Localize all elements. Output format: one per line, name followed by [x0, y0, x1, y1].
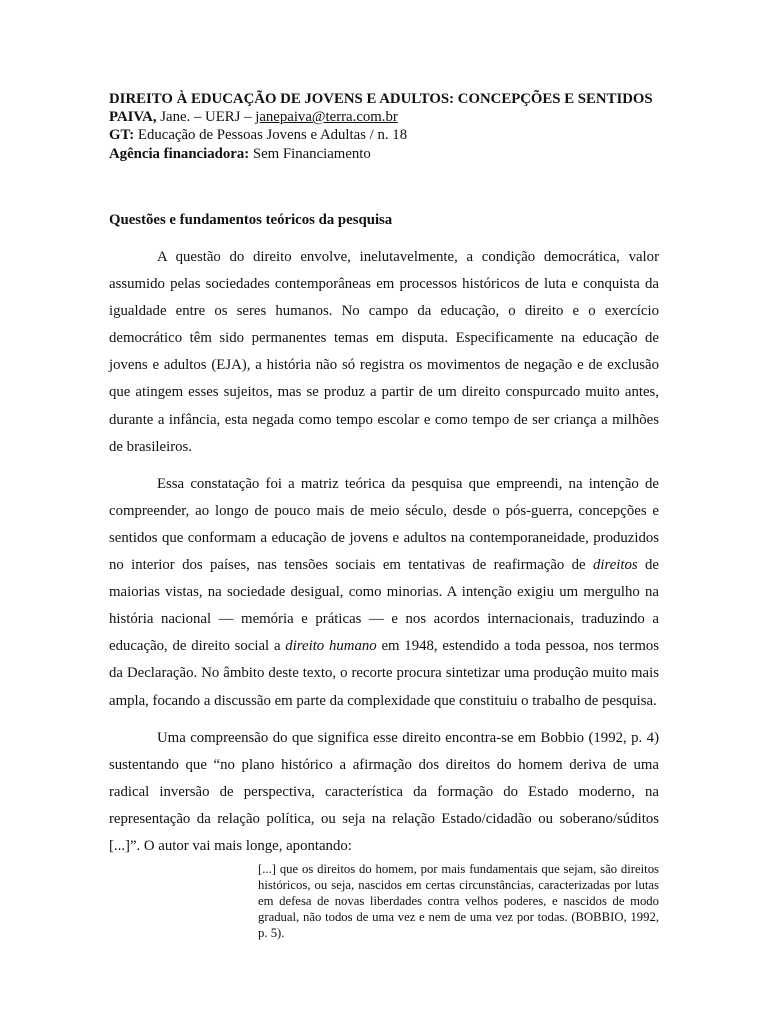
gt-label: GT: — [109, 127, 135, 144]
block-quote: [...] que os direitos do homem, por mais fundamentais que sejam, são direitos históricos, ou seja, nascidos em certas circunstâncias, caracterizadas por lutas em defesa de novas liberdades contra velhos poderes, e nascidos de modo gradual, não todos de uma vez e nem de uma vez por todas. (BOBBIO, 1992, p. 5). — [258, 862, 659, 940]
paragraph-2-part-b: de maiorias vistas, na sociedade desigual, como minorias. A intenção exigiu um mergulho na história nacional — memória e práticas — e nos acordos internacionais, traduzindo a educação, de direito social a — [109, 557, 659, 655]
document-header — [109, 90, 661, 163]
paragraph-2-part-c: em 1948, estendido a toda pessoa, nos termos da Declaração. No âmbito deste texto, o recorte procura sintetizar uma produção muito mais ampla, focando a discussão em parte da complexidade que constituiu o trabalho de pesquisa. — [109, 638, 659, 709]
author-line — [109, 108, 661, 126]
body-text — [109, 244, 659, 870]
author-info: Jane. – UERJ – — [156, 109, 256, 126]
emphasis-direitos: direitos — [592, 557, 638, 574]
section-heading: Questões e fundamentos teóricos da pesquisa — [109, 212, 393, 228]
author-email-link[interactable]: janepaiva@terra.com.br — [255, 109, 398, 126]
paragraph-3: Uma compreensão do que significa esse direito encontra-se em Bobbio (1992, p. 4) sustentando que “no plano histórico a afirmação dos direitos do homem deriva de uma radical inversão de perspectiva, característica da formação do Estado moderno, na representação da relação política, ou seja na relação Estado/cidadão ou soberano/súditos [...]”. O autor vai mais longe, apontando: — [109, 729, 659, 854]
gt-line — [109, 126, 661, 144]
agency-label: Agência financiadora: — [109, 145, 250, 162]
gt-value: Educação de Pessoas Jovens e Adultas / n. 18 — [134, 127, 408, 144]
paragraph-2-part-a: Essa constatação foi a matriz teórica da pesquisa que empreendi, na intenção de compreender, ao longo de pouco mais de meio século, desde o pós-guerra, concepções e sentidos que conformam a educação de jovens e adultos na contemporaneidade, produzidos no interior dos países, nas tensões sociais em tentativas de reafirmação de — [109, 475, 659, 574]
emphasis-direito-humano: direito humano — [285, 638, 377, 655]
agency-value: Sem Financiamento — [249, 145, 371, 162]
author-label: PAIVA, — [109, 109, 157, 126]
agency-line — [109, 145, 661, 163]
document-title: DIREITO À EDUCAÇÃO DE JOVENS E ADULTOS: CONCEPÇÕES E SENTIDOS — [109, 91, 653, 107]
paragraph-1: A questão do direito envolve, inelutavelmente, a condição democrática, valor assumido pelas sociedades contemporâneas em processos históricos de luta e conquista da igualdade entre os seres humanos. No campo da educação, o direito e o exercício democrático têm sido permanentes temas em disputa. Especificamente na educação de jovens e adultos (EJA), a história não só registra os movimentos de negação e de exclusão que atingem esses sujeitos, mas se produz a partir de um direito conspurcado muito antes, durante a infância, esta negada como tempo escolar e como tempo de ser criança a milhões de brasileiros. — [109, 249, 659, 455]
paragraph-2 — [109, 471, 659, 715]
